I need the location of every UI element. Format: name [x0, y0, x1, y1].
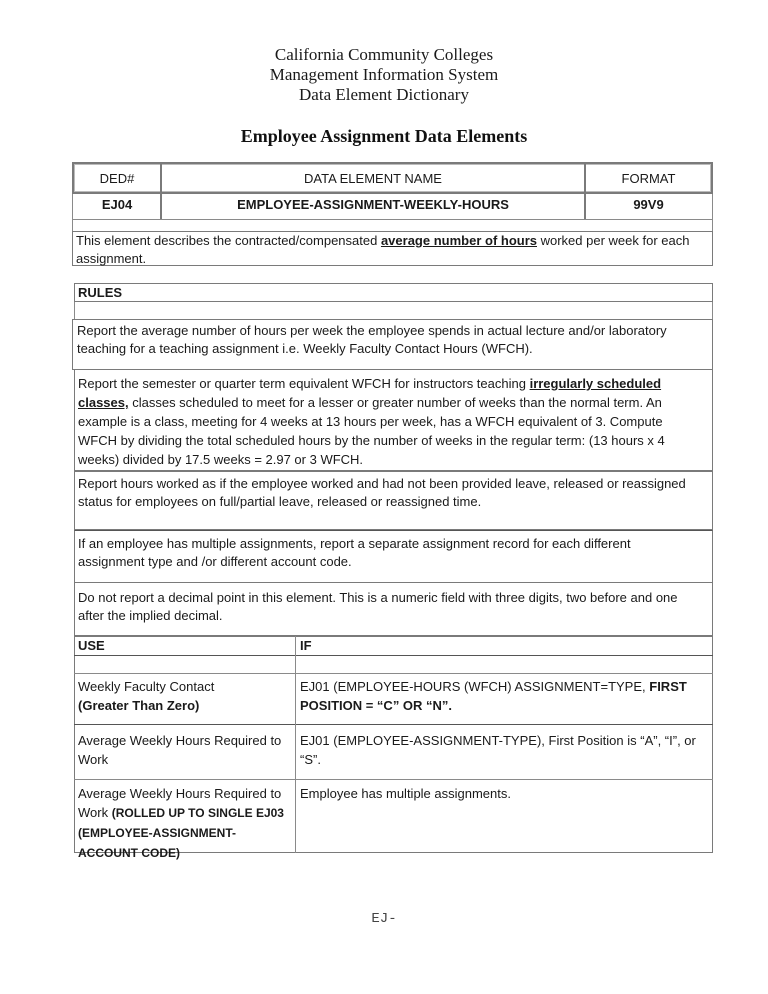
document-header [0, 45, 768, 105]
rule-text-4: If an employee has multiple assignments, report a separate assignment record for each different assignment type and /or different account code. [78, 536, 631, 569]
col-header-use: USE [78, 638, 105, 653]
use-cell: Weekly Faculty Contact (Greater Than Zero) [78, 679, 215, 713]
ded-number: EJ04 [101, 197, 133, 212]
col-header-format: FORMAT [621, 171, 676, 186]
description-text: This element describes the contracted/compensated average number of hours worked per week for each assignment. [76, 233, 690, 266]
use-cell: Average Weekly Hours Required to Work [78, 733, 282, 767]
rule-text-5: Do not report a decimal point in this element. This is a numeric field with three digits, two before and one after the implied decimal. [78, 590, 678, 623]
rule-emphasis: irregularly scheduled classes, [78, 376, 662, 410]
header-line-dictionary: Data Element Dictionary [299, 85, 469, 104]
rule-text-2: Report the semester or quarter term equivalent WFCH for instructors teaching irregularly scheduled classes, classes scheduled to meet for a lesser or greater number of weeks than the normal term. An example is a class, meeting for 4 weeks at 13 hours per week, has a WFCH equivalent of 3. Compute WFCH by dividing the total scheduled hours by the number of weeks in the regular term: (13 hours x 4 weeks) divided by 17.5 weeks = 2.97 or 3 WFCH. [78, 376, 665, 467]
if-cell: Employee has multiple assignments. [300, 786, 511, 801]
use-cell: Average Weekly Hours Required to Work (ROLLED UP TO SINGLE EJ03 (EMPLOYEE-ASSIGNMENT-ACCOUNT CODE) [78, 786, 284, 860]
if-cell: EJ01 (EMPLOYEE-ASSIGNMENT-TYPE), First Position is “A”, “I”, or “S”. [300, 733, 696, 767]
description-emphasis: average number of hours [380, 233, 537, 248]
element-name: EMPLOYEE-ASSIGNMENT-WEEKLY-HOURS [237, 197, 509, 212]
page-footer-label: EJ- [371, 911, 397, 927]
header-line-org: California Community Colleges [274, 45, 494, 64]
rule-text-3: Report hours worked as if the employee worked and had not been provided leave, released or reassigned status for employees on full/partial leave, released or reassigned time. [78, 476, 686, 509]
element-format: 99V9 [633, 197, 664, 212]
rule-text-1: Report the average number of hours per week the employee spends in actual lecture and/or laboratory teaching for a teaching assignment i.e. Weekly Faculty Contact Hours (WFCH). [77, 323, 667, 356]
header-line-system: Management Information System [269, 65, 499, 84]
rules-title: RULES [78, 285, 123, 300]
rules-header-box [74, 283, 713, 302]
col-header-if: IF [300, 638, 312, 653]
col-header-ded: DED# [99, 171, 135, 186]
if-cell: EJ01 (EMPLOYEE-HOURS (WFCH) ASSIGNMENT=TYPE, FIRST POSITION = “C” OR “N”. [300, 679, 687, 713]
page-title: Employee Assignment Data Elements [240, 126, 528, 146]
col-header-element-name: DATA ELEMENT NAME [304, 171, 442, 186]
